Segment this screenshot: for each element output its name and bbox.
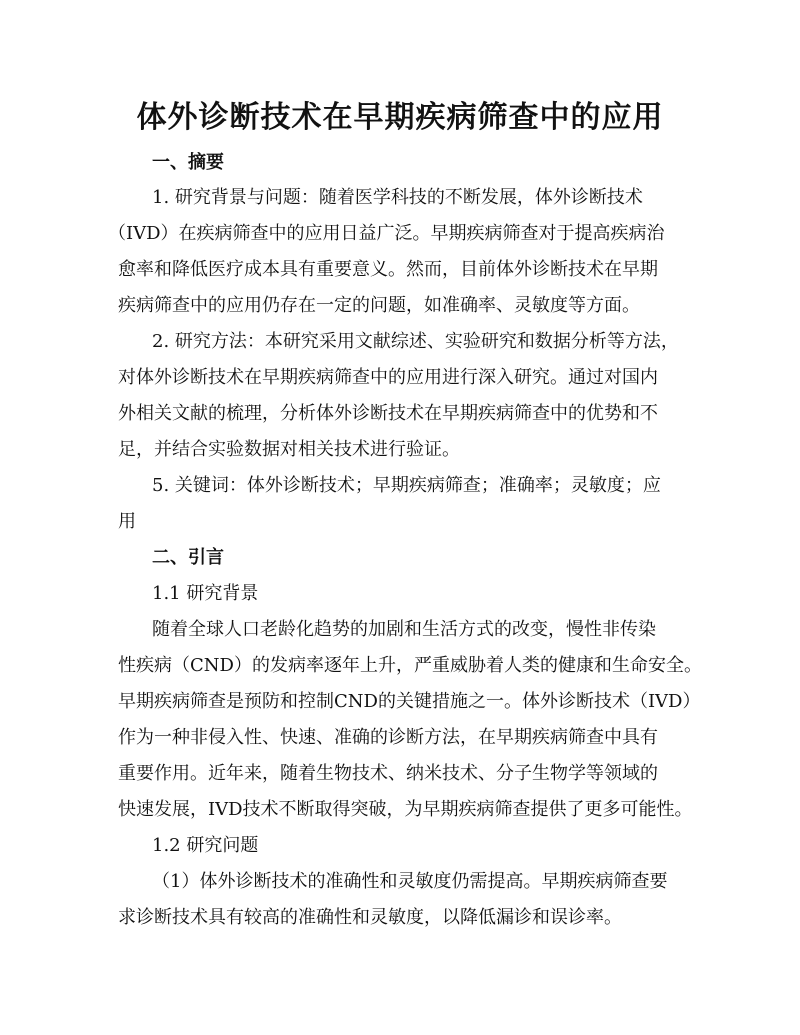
problems-line2: 求诊断技术具有较高的准确性和灵敏度，以降低漏诊和误诊率。 xyxy=(118,907,622,928)
abstract-keywords-line2: 用 xyxy=(118,511,136,532)
abstract-item1-line4: 疾病筛查中的应用仍存在一定的问题，如准确率、灵敏度等方面。 xyxy=(118,295,640,316)
background-line5: 重要作用。近年来，随着生物技术、纳米技术、分子生物学等领域的 xyxy=(118,763,658,784)
abstract-item2-line2: 对体外诊断技术在早期疾病筛查中的应用进行深入研究。通过对国内 xyxy=(118,367,658,388)
abstract-item2-line1: 2. 研究方法：本研究采用文献综述、实验研究和数据分析等方法， xyxy=(152,331,679,352)
background-line4: 作为一种非侵入性、快速、准确的诊断方法，在早期疾病筛查中具有 xyxy=(118,727,658,748)
background-line6: 快速发展，IVD技术不断取得突破，为早期疾病筛查提供了更多可能性。 xyxy=(118,799,693,820)
background-line1: 随着全球人口老龄化趋势的加剧和生活方式的改变，慢性非传染 xyxy=(152,619,656,640)
subsection-heading-problems: 1.2 研究问题 xyxy=(152,835,259,856)
abstract-item1-line3: 愈率和降低医疗成本具有重要意义。然而，目前体外诊断技术在早期 xyxy=(118,259,658,280)
section-heading-abstract: 一、摘要 xyxy=(152,152,224,173)
abstract-item2-line3: 外相关文献的梳理，分析体外诊断技术在早期疾病筛查中的优势和不 xyxy=(118,403,658,424)
document-title: 体外诊断技术在早期疾病筛查中的应用 xyxy=(136,100,664,135)
abstract-item1-line1: 1. 研究背景与问题：随着医学科技的不断发展，体外诊断技术 xyxy=(152,187,643,208)
background-line3: 早期疾病筛查是预防和控制CND的关键措施之一。体外诊断技术（IVD） xyxy=(118,691,701,712)
abstract-keywords-line1: 5. 关键词：体外诊断技术；早期疾病筛查；准确率；灵敏度；应 xyxy=(152,475,661,496)
problems-line1: （1）体外诊断技术的准确性和灵敏度仍需提高。早期疾病筛查要 xyxy=(152,871,668,892)
abstract-item1-line2: （IVD）在疾病筛查中的应用日益广泛。早期疾病筛查对于提高疾病治 xyxy=(108,223,665,244)
abstract-item2-line4: 足，并结合实验数据对相关技术进行验证。 xyxy=(118,439,460,460)
subsection-heading-background: 1.1 研究背景 xyxy=(152,583,259,604)
section-heading-introduction: 二、引言 xyxy=(152,547,224,568)
background-line2: 性疾病（CND）的发病率逐年上升，严重威胁着人类的健康和生命安全。 xyxy=(118,655,702,676)
